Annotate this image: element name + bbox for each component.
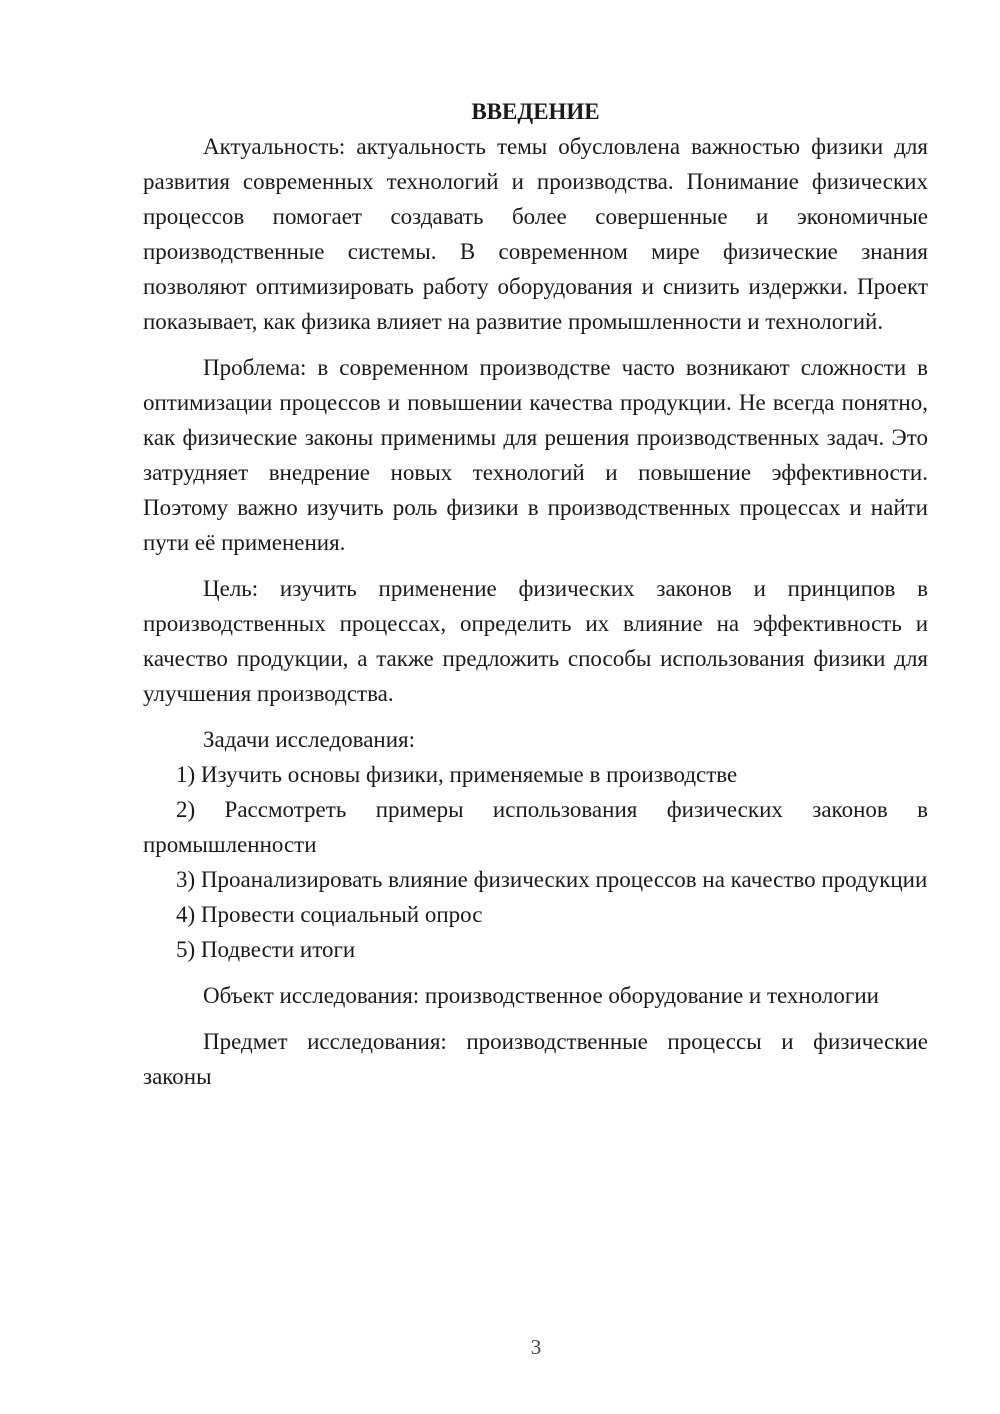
section-heading: ВВЕДЕНИЕ: [471, 99, 600, 124]
task-item: 4) Провести социальный опрос: [176, 902, 483, 927]
page-number: 3: [530, 1335, 542, 1359]
task-item: 1) Изучить основы физики, применяемые в производстве: [176, 762, 738, 787]
task-list: [143, 757, 928, 967]
paragraph-object: Объект исследования: производственное оборудование и технологии: [203, 983, 879, 1008]
task-item: 5) Подвести итоги: [176, 937, 356, 962]
paragraph-tasks-intro: Задачи исследования:: [203, 727, 416, 752]
task-item: 3) Проанализировать влияние физических процессов на качество продукции: [176, 867, 928, 892]
task-item: 2) Рассмотреть примеры использования физических законов в промышленности: [143, 797, 928, 857]
page-content: [143, 94, 928, 1094]
paragraph-subject: Предмет исследования: производственные процессы и физические законы: [143, 1029, 928, 1089]
paragraph-problem: Проблема: в современном производстве часто возникают сложности в оптимизации процессов и повышении качества продукции. Не всегда понятно, как физические законы применимы для решения производственных задач. Это затрудняет внедрение новых технологий и повышение эффективности. Поэтому важно изучить роль физики в производственных процессах и найти пути её применения.: [143, 355, 928, 555]
paragraph-relevance: Актуальность: актуальность темы обусловлена важностью физики для развития современных технологий и производства. Понимание физических процессов помогает создавать более совершенные и экономичные производственные системы. В современном мире физические знания позволяют оптимизировать работу оборудования и снизить издержки. Проект показывает, как физика влияет на развитие промышленности и технологий.: [143, 134, 928, 334]
paragraph-goal: Цель: изучить применение физических законов и принципов в производственных процессах, определить их влияние на эффективность и качество продукции, а также предложить способы использования физики для улучшения производства.: [143, 576, 928, 706]
